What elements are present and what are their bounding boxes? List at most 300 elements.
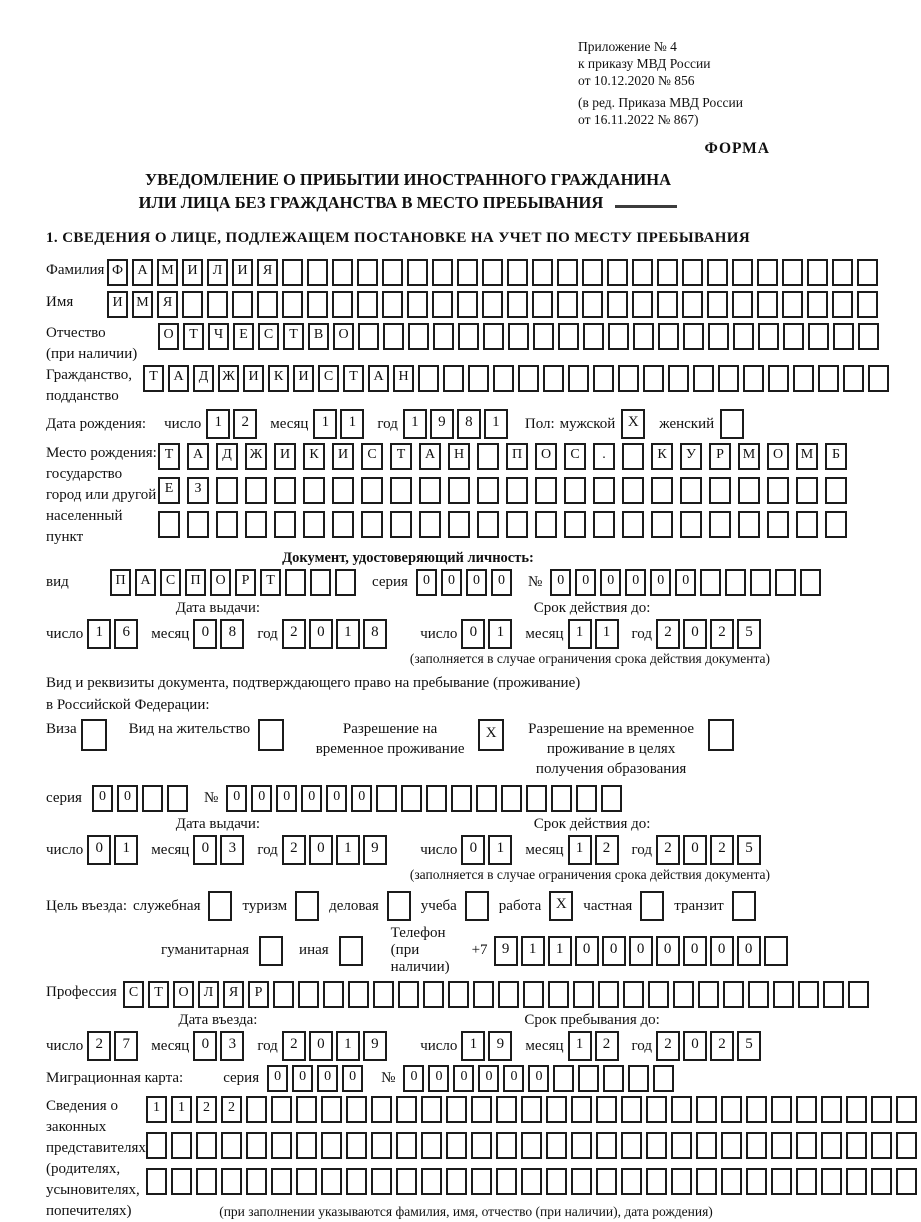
- birth-place-row1-input[interactable]: [158, 443, 854, 470]
- char-box[interactable]: [823, 981, 844, 1008]
- char-box[interactable]: [696, 1132, 717, 1159]
- char-box[interactable]: [843, 365, 864, 392]
- entry-day-input[interactable]: [87, 1031, 141, 1061]
- char-box[interactable]: 1: [568, 619, 592, 649]
- char-box[interactable]: [671, 1132, 692, 1159]
- char-box[interactable]: [682, 259, 703, 286]
- char-box[interactable]: .: [593, 443, 615, 470]
- char-box[interactable]: [221, 1132, 242, 1159]
- char-box[interactable]: 0: [292, 1065, 313, 1092]
- char-box[interactable]: [707, 291, 728, 318]
- char-box[interactable]: [245, 477, 267, 504]
- char-box[interactable]: [282, 259, 303, 286]
- char-box[interactable]: Я: [257, 259, 278, 286]
- char-box[interactable]: Л: [207, 259, 228, 286]
- char-box[interactable]: [608, 323, 629, 350]
- char-box[interactable]: [496, 1096, 517, 1123]
- char-box[interactable]: [146, 1168, 167, 1195]
- purpose-other-checkbox[interactable]: [339, 936, 363, 966]
- char-box[interactable]: [382, 291, 403, 318]
- char-box[interactable]: [398, 981, 419, 1008]
- char-box[interactable]: [657, 259, 678, 286]
- char-box[interactable]: [296, 1132, 317, 1159]
- char-box[interactable]: Т: [143, 365, 164, 392]
- char-box[interactable]: [673, 981, 694, 1008]
- char-box[interactable]: 1: [488, 619, 512, 649]
- representatives-row2-input[interactable]: [146, 1132, 921, 1159]
- char-box[interactable]: [232, 291, 253, 318]
- char-box[interactable]: [535, 477, 557, 504]
- char-box[interactable]: [303, 511, 325, 538]
- expiry-month-input[interactable]: [568, 619, 622, 649]
- char-box[interactable]: Е: [158, 477, 180, 504]
- char-box[interactable]: [557, 259, 578, 286]
- char-box[interactable]: [496, 1132, 517, 1159]
- char-box[interactable]: [548, 981, 569, 1008]
- char-box[interactable]: [593, 477, 615, 504]
- stay-day-input[interactable]: [461, 1031, 515, 1061]
- char-box[interactable]: 0: [351, 785, 372, 812]
- char-box[interactable]: [698, 981, 719, 1008]
- char-box[interactable]: [433, 323, 454, 350]
- char-box[interactable]: [296, 1168, 317, 1195]
- char-box[interactable]: [748, 981, 769, 1008]
- char-box[interactable]: [651, 511, 673, 538]
- char-box[interactable]: [546, 1168, 567, 1195]
- char-box[interactable]: 0: [117, 785, 138, 812]
- char-box[interactable]: [543, 365, 564, 392]
- char-box[interactable]: [721, 1096, 742, 1123]
- char-box[interactable]: 5: [737, 835, 761, 865]
- char-box[interactable]: [196, 1132, 217, 1159]
- char-box[interactable]: [693, 365, 714, 392]
- char-box[interactable]: [657, 291, 678, 318]
- char-box[interactable]: [448, 511, 470, 538]
- char-box[interactable]: [371, 1168, 392, 1195]
- char-box[interactable]: П: [110, 569, 131, 596]
- char-box[interactable]: [633, 323, 654, 350]
- char-box[interactable]: 0: [403, 1065, 424, 1092]
- char-box[interactable]: [506, 477, 528, 504]
- char-box[interactable]: [628, 1065, 649, 1092]
- char-box[interactable]: [521, 1096, 542, 1123]
- char-box[interactable]: 0: [461, 835, 485, 865]
- char-box[interactable]: [857, 291, 878, 318]
- purpose-tourism-checkbox[interactable]: [295, 891, 319, 921]
- phone-input[interactable]: [494, 936, 791, 966]
- char-box[interactable]: 0: [600, 569, 621, 596]
- char-box[interactable]: [596, 1132, 617, 1159]
- char-box[interactable]: [568, 365, 589, 392]
- char-box[interactable]: Е: [233, 323, 254, 350]
- char-box[interactable]: [310, 569, 331, 596]
- char-box[interactable]: [857, 259, 878, 286]
- res-issue-month-input[interactable]: [193, 835, 247, 865]
- char-box[interactable]: [508, 323, 529, 350]
- char-box[interactable]: [682, 291, 703, 318]
- char-box[interactable]: [680, 511, 702, 538]
- char-box[interactable]: [743, 365, 764, 392]
- char-box[interactable]: [648, 981, 669, 1008]
- char-box[interactable]: [526, 785, 547, 812]
- char-box[interactable]: [419, 477, 441, 504]
- char-box[interactable]: [216, 511, 238, 538]
- purpose-business-checkbox[interactable]: [387, 891, 411, 921]
- char-box[interactable]: [507, 259, 528, 286]
- char-box[interactable]: [271, 1096, 292, 1123]
- char-box[interactable]: [646, 1168, 667, 1195]
- char-box[interactable]: [832, 291, 853, 318]
- char-box[interactable]: 3: [220, 1031, 244, 1061]
- char-box[interactable]: [807, 259, 828, 286]
- char-box[interactable]: [757, 259, 778, 286]
- char-box[interactable]: [448, 981, 469, 1008]
- char-box[interactable]: [473, 981, 494, 1008]
- char-box[interactable]: [271, 1168, 292, 1195]
- char-box[interactable]: В: [308, 323, 329, 350]
- char-box[interactable]: [793, 365, 814, 392]
- char-box[interactable]: [274, 477, 296, 504]
- char-box[interactable]: [146, 1132, 167, 1159]
- char-box[interactable]: А: [187, 443, 209, 470]
- char-box[interactable]: [383, 323, 404, 350]
- char-box[interactable]: И: [293, 365, 314, 392]
- char-box[interactable]: [285, 569, 306, 596]
- char-box[interactable]: О: [173, 981, 194, 1008]
- char-box[interactable]: 0: [317, 1065, 338, 1092]
- purpose-private-checkbox[interactable]: [640, 891, 664, 921]
- stay-year-input[interactable]: [656, 1031, 764, 1061]
- char-box[interactable]: Ч: [208, 323, 229, 350]
- purpose-study-checkbox[interactable]: [465, 891, 489, 921]
- char-box[interactable]: [821, 1096, 842, 1123]
- char-box[interactable]: Р: [709, 443, 731, 470]
- res-number-input[interactable]: [226, 785, 626, 812]
- char-box[interactable]: М: [796, 443, 818, 470]
- char-box[interactable]: [821, 1132, 842, 1159]
- char-box[interactable]: [796, 1132, 817, 1159]
- char-box[interactable]: [257, 291, 278, 318]
- char-box[interactable]: [846, 1132, 867, 1159]
- char-box[interactable]: [361, 511, 383, 538]
- sex-female-checkbox[interactable]: [720, 409, 744, 439]
- char-box[interactable]: [807, 291, 828, 318]
- res-issue-day-input[interactable]: [87, 835, 141, 865]
- char-box[interactable]: [396, 1132, 417, 1159]
- char-box[interactable]: [871, 1132, 892, 1159]
- char-box[interactable]: 0: [301, 785, 322, 812]
- entry-month-input[interactable]: [193, 1031, 247, 1061]
- purpose-work-checkbox[interactable]: X: [549, 891, 573, 921]
- char-box[interactable]: М: [132, 291, 153, 318]
- char-box[interactable]: [371, 1132, 392, 1159]
- char-box[interactable]: Б: [825, 443, 847, 470]
- char-box[interactable]: [142, 785, 163, 812]
- char-box[interactable]: [246, 1096, 267, 1123]
- char-box[interactable]: [738, 511, 760, 538]
- char-box[interactable]: 0: [625, 569, 646, 596]
- char-box[interactable]: [832, 259, 853, 286]
- char-box[interactable]: [700, 569, 721, 596]
- char-box[interactable]: И: [274, 443, 296, 470]
- char-box[interactable]: [871, 1096, 892, 1123]
- char-box[interactable]: 0: [550, 569, 571, 596]
- surname-input[interactable]: [107, 259, 882, 286]
- char-box[interactable]: 0: [737, 936, 761, 966]
- char-box[interactable]: [643, 365, 664, 392]
- char-box[interactable]: [571, 1096, 592, 1123]
- char-box[interactable]: [419, 511, 441, 538]
- char-box[interactable]: [518, 365, 539, 392]
- char-box[interactable]: 1: [521, 936, 545, 966]
- char-box[interactable]: 2: [656, 835, 680, 865]
- doc-kind-input[interactable]: [110, 569, 360, 596]
- char-box[interactable]: [709, 511, 731, 538]
- char-box[interactable]: [782, 259, 803, 286]
- char-box[interactable]: 1: [171, 1096, 192, 1123]
- char-box[interactable]: С: [258, 323, 279, 350]
- char-box[interactable]: [618, 365, 639, 392]
- char-box[interactable]: [421, 1168, 442, 1195]
- char-box[interactable]: [418, 365, 439, 392]
- sex-male-checkbox[interactable]: X: [621, 409, 645, 439]
- char-box[interactable]: 2: [282, 835, 306, 865]
- char-box[interactable]: [426, 785, 447, 812]
- char-box[interactable]: [376, 785, 397, 812]
- char-box[interactable]: [296, 1096, 317, 1123]
- char-box[interactable]: 0: [193, 835, 217, 865]
- char-box[interactable]: [621, 1096, 642, 1123]
- char-box[interactable]: [274, 511, 296, 538]
- char-box[interactable]: [825, 477, 847, 504]
- char-box[interactable]: 0: [267, 1065, 288, 1092]
- char-box[interactable]: [601, 785, 622, 812]
- char-box[interactable]: [323, 981, 344, 1008]
- char-box[interactable]: П: [506, 443, 528, 470]
- char-box[interactable]: [321, 1168, 342, 1195]
- char-box[interactable]: [583, 323, 604, 350]
- char-box[interactable]: [332, 511, 354, 538]
- char-box[interactable]: [458, 323, 479, 350]
- char-box[interactable]: [401, 785, 422, 812]
- visa-checkbox[interactable]: [81, 719, 107, 751]
- char-box[interactable]: И: [107, 291, 128, 318]
- char-box[interactable]: [390, 477, 412, 504]
- char-box[interactable]: Т: [148, 981, 169, 1008]
- char-box[interactable]: Р: [248, 981, 269, 1008]
- char-box[interactable]: [407, 291, 428, 318]
- char-box[interactable]: 0: [575, 936, 599, 966]
- stay-month-input[interactable]: [568, 1031, 622, 1061]
- char-box[interactable]: И: [243, 365, 264, 392]
- char-box[interactable]: 2: [710, 1031, 734, 1061]
- char-box[interactable]: Т: [260, 569, 281, 596]
- char-box[interactable]: 0: [683, 1031, 707, 1061]
- purpose-official-checkbox[interactable]: [208, 891, 232, 921]
- char-box[interactable]: 1: [568, 1031, 592, 1061]
- char-box[interactable]: Т: [183, 323, 204, 350]
- char-box[interactable]: [471, 1168, 492, 1195]
- char-box[interactable]: А: [132, 259, 153, 286]
- char-box[interactable]: С: [361, 443, 383, 470]
- char-box[interactable]: [800, 569, 821, 596]
- char-box[interactable]: 2: [710, 619, 734, 649]
- char-box[interactable]: Я: [157, 291, 178, 318]
- char-box[interactable]: П: [185, 569, 206, 596]
- char-box[interactable]: [622, 443, 644, 470]
- char-box[interactable]: [523, 981, 544, 1008]
- char-box[interactable]: [448, 477, 470, 504]
- char-box[interactable]: [868, 365, 889, 392]
- migration-series-input[interactable]: [267, 1065, 367, 1092]
- char-box[interactable]: [571, 1132, 592, 1159]
- char-box[interactable]: [846, 1168, 867, 1195]
- char-box[interactable]: 9: [363, 1031, 387, 1061]
- char-box[interactable]: [348, 981, 369, 1008]
- char-box[interactable]: О: [767, 443, 789, 470]
- char-box[interactable]: [335, 569, 356, 596]
- char-box[interactable]: 1: [336, 1031, 360, 1061]
- char-box[interactable]: [446, 1168, 467, 1195]
- char-box[interactable]: 9: [363, 835, 387, 865]
- char-box[interactable]: А: [168, 365, 189, 392]
- char-box[interactable]: [658, 323, 679, 350]
- char-box[interactable]: [668, 365, 689, 392]
- char-box[interactable]: [457, 259, 478, 286]
- char-box[interactable]: М: [738, 443, 760, 470]
- char-box[interactable]: [421, 1096, 442, 1123]
- char-box[interactable]: [171, 1168, 192, 1195]
- char-box[interactable]: [546, 1096, 567, 1123]
- char-box[interactable]: 2: [282, 1031, 306, 1061]
- char-box[interactable]: [298, 981, 319, 1008]
- char-box[interactable]: Ж: [218, 365, 239, 392]
- char-box[interactable]: [764, 936, 788, 966]
- char-box[interactable]: [808, 323, 829, 350]
- birth-day-input[interactable]: [206, 409, 260, 439]
- char-box[interactable]: [782, 291, 803, 318]
- char-box[interactable]: А: [419, 443, 441, 470]
- char-box[interactable]: [307, 259, 328, 286]
- char-box[interactable]: 0: [251, 785, 272, 812]
- char-box[interactable]: [408, 323, 429, 350]
- char-box[interactable]: [532, 259, 553, 286]
- char-box[interactable]: С: [123, 981, 144, 1008]
- char-box[interactable]: 0: [466, 569, 487, 596]
- char-box[interactable]: [477, 477, 499, 504]
- char-box[interactable]: 0: [629, 936, 653, 966]
- char-box[interactable]: [696, 1168, 717, 1195]
- char-box[interactable]: 2: [710, 835, 734, 865]
- char-box[interactable]: О: [158, 323, 179, 350]
- char-box[interactable]: [607, 259, 628, 286]
- birth-month-input[interactable]: [313, 409, 367, 439]
- char-box[interactable]: [582, 291, 603, 318]
- char-box[interactable]: [498, 981, 519, 1008]
- char-box[interactable]: [708, 323, 729, 350]
- char-box[interactable]: 1: [146, 1096, 167, 1123]
- char-box[interactable]: [767, 511, 789, 538]
- char-box[interactable]: [382, 259, 403, 286]
- char-box[interactable]: 8: [457, 409, 481, 439]
- char-box[interactable]: 0: [416, 569, 437, 596]
- char-box[interactable]: 0: [92, 785, 113, 812]
- char-box[interactable]: [221, 1168, 242, 1195]
- char-box[interactable]: [533, 323, 554, 350]
- char-box[interactable]: Н: [448, 443, 470, 470]
- char-box[interactable]: 3: [220, 835, 244, 865]
- res-series-input[interactable]: [92, 785, 192, 812]
- char-box[interactable]: [721, 1132, 742, 1159]
- char-box[interactable]: Т: [158, 443, 180, 470]
- char-box[interactable]: [457, 291, 478, 318]
- char-box[interactable]: [833, 323, 854, 350]
- char-box[interactable]: 0: [441, 569, 462, 596]
- char-box[interactable]: 9: [494, 936, 518, 966]
- char-box[interactable]: [582, 259, 603, 286]
- char-box[interactable]: 0: [87, 835, 111, 865]
- char-box[interactable]: [818, 365, 839, 392]
- char-box[interactable]: 5: [737, 1031, 761, 1061]
- char-box[interactable]: 7: [114, 1031, 138, 1061]
- char-box[interactable]: [646, 1132, 667, 1159]
- char-box[interactable]: 8: [220, 619, 244, 649]
- char-box[interactable]: [532, 291, 553, 318]
- char-box[interactable]: 0: [575, 569, 596, 596]
- char-box[interactable]: [593, 511, 615, 538]
- temporary-residence-checkbox[interactable]: X: [478, 719, 504, 751]
- firstname-input[interactable]: [107, 291, 882, 318]
- char-box[interactable]: [768, 365, 789, 392]
- char-box[interactable]: [896, 1096, 917, 1123]
- char-box[interactable]: К: [303, 443, 325, 470]
- char-box[interactable]: [621, 1168, 642, 1195]
- issue-month-input[interactable]: [193, 619, 247, 649]
- char-box[interactable]: [622, 511, 644, 538]
- char-box[interactable]: [771, 1168, 792, 1195]
- issue-day-input[interactable]: [87, 619, 141, 649]
- char-box[interactable]: 1: [461, 1031, 485, 1061]
- char-box[interactable]: [746, 1132, 767, 1159]
- char-box[interactable]: [423, 981, 444, 1008]
- char-box[interactable]: [158, 511, 180, 538]
- issue-year-input[interactable]: [282, 619, 390, 649]
- char-box[interactable]: Ж: [245, 443, 267, 470]
- char-box[interactable]: [683, 323, 704, 350]
- char-box[interactable]: 1: [403, 409, 427, 439]
- char-box[interactable]: 0: [342, 1065, 363, 1092]
- char-box[interactable]: А: [135, 569, 156, 596]
- char-box[interactable]: [432, 291, 453, 318]
- char-box[interactable]: 0: [602, 936, 626, 966]
- char-box[interactable]: [607, 291, 628, 318]
- char-box[interactable]: [321, 1096, 342, 1123]
- char-box[interactable]: [578, 1065, 599, 1092]
- char-box[interactable]: 0: [309, 835, 333, 865]
- char-box[interactable]: [773, 981, 794, 1008]
- char-box[interactable]: [821, 1168, 842, 1195]
- char-box[interactable]: К: [651, 443, 673, 470]
- char-box[interactable]: [332, 259, 353, 286]
- char-box[interactable]: 1: [548, 936, 572, 966]
- char-box[interactable]: 0: [309, 1031, 333, 1061]
- char-box[interactable]: 0: [650, 569, 671, 596]
- char-box[interactable]: 0: [656, 936, 680, 966]
- char-box[interactable]: 2: [595, 835, 619, 865]
- char-box[interactable]: [796, 1168, 817, 1195]
- char-box[interactable]: 0: [326, 785, 347, 812]
- char-box[interactable]: [357, 259, 378, 286]
